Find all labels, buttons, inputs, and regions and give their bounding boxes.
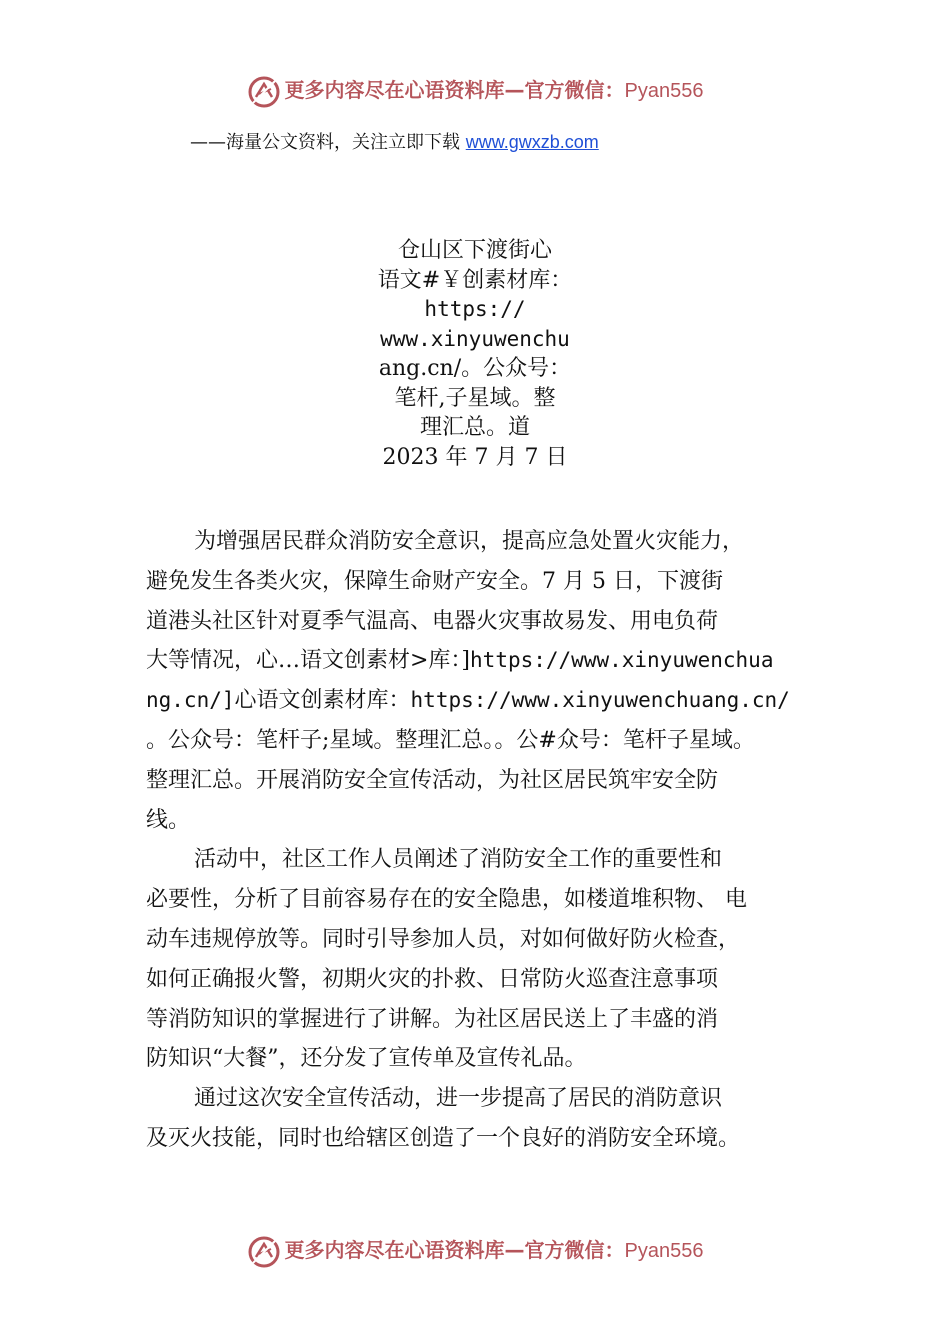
title-line: ang.cn/。公众号： [378,356,572,381]
text-line: 线。 [146,807,191,833]
text-line: 防知识“大餐”，还分发了宣传单及宣传礼品。 [146,1046,587,1072]
download-notice-text: ——海量公文资料，关注立即下载 [190,132,466,153]
text-line [146,641,846,681]
footer-banner-text: 更多内容尽在心语资料库—官方微信： [284,1238,625,1262]
text-line: 避免发生各类火灾，保障生命财产安全。7 月 5 日，下渡街 [146,568,723,594]
text-fragment: https://www.xinyuwenchua [470,648,774,673]
text-fragment: 大等情况，心…语文创素材>库：] [146,648,471,674]
footer-banner [0,1234,950,1269]
title-line: 语文#￥创素材库： [377,267,573,293]
header-banner-text: 更多内容尽在心语资料库—官方微信： [284,78,625,102]
paragraph-3 [146,1079,846,1159]
header-banner [0,74,950,109]
text-line: 整理汇总。开展消防安全宣传活动，为社区居民筑牢安全防 [146,767,719,793]
title-line: 理汇总。道 [419,415,530,440]
text-line: 必要性，分析了目前容易存在的安全隐患，如楼道堆积物、 电 [146,887,747,913]
text-line: 为增强居民群众消防安全意识，提高应急处置火灾能力， [194,529,745,554]
text-line: 如何正确报火警，初期火灾的扑救、日常防火巡查注意事项 [146,966,719,992]
title-line: https:// [424,297,526,321]
document-date: 2023 年 7 月 7 日 [382,444,568,470]
text-line: 。公众号：笔杆子;星域。整理汇总。。公#众号：笔杆子星域。 [146,727,755,753]
text-line: 通过这次安全宣传活动，进一步提高了居民的消防意识 [194,1086,723,1112]
text-fragment: https://www.xinyuwenchuang.cn/ [410,688,790,713]
text-line: 及灭火技能，同时也给辖区创造了一个良好的消防安全环境。 [146,1125,741,1151]
paragraph-2 [146,840,846,1079]
text-fragment: 心语文创素材库： [234,688,411,714]
text-fragment: ng.cn/] [146,688,235,713]
title-line: 仓山区下渡街心 [397,238,552,263]
header-banner-handle: Pyan556 [624,80,704,102]
title-line: 笔杆,子星域。整 [394,385,556,411]
text-line [146,681,846,721]
text-line: 活动中，社区工作人员阐述了消防安全工作的重要性和 [194,847,723,873]
text-line: 等消防知识的掌握进行了讲解。为社区居民送上了丰盛的消 [146,1006,719,1032]
title-line: www.xinyuwenchu [380,326,570,351]
website-link[interactable]: www.gwxzb.com [465,132,599,152]
footer-banner-handle: Pyan556 [624,1240,704,1262]
download-notice [190,128,599,154]
text-line: 动车违规停放等。同时引导参加人员，对如何做好防火检查， [146,926,741,952]
document-title [0,236,950,472]
text-line: 道港头社区针对夏季气温高、电器火灾事故易发、用电负荷 [146,608,719,634]
paragraph-1 [146,522,846,840]
brand-logo-icon [247,75,281,109]
brand-logo-icon [247,1235,281,1269]
article-body [146,522,846,1159]
